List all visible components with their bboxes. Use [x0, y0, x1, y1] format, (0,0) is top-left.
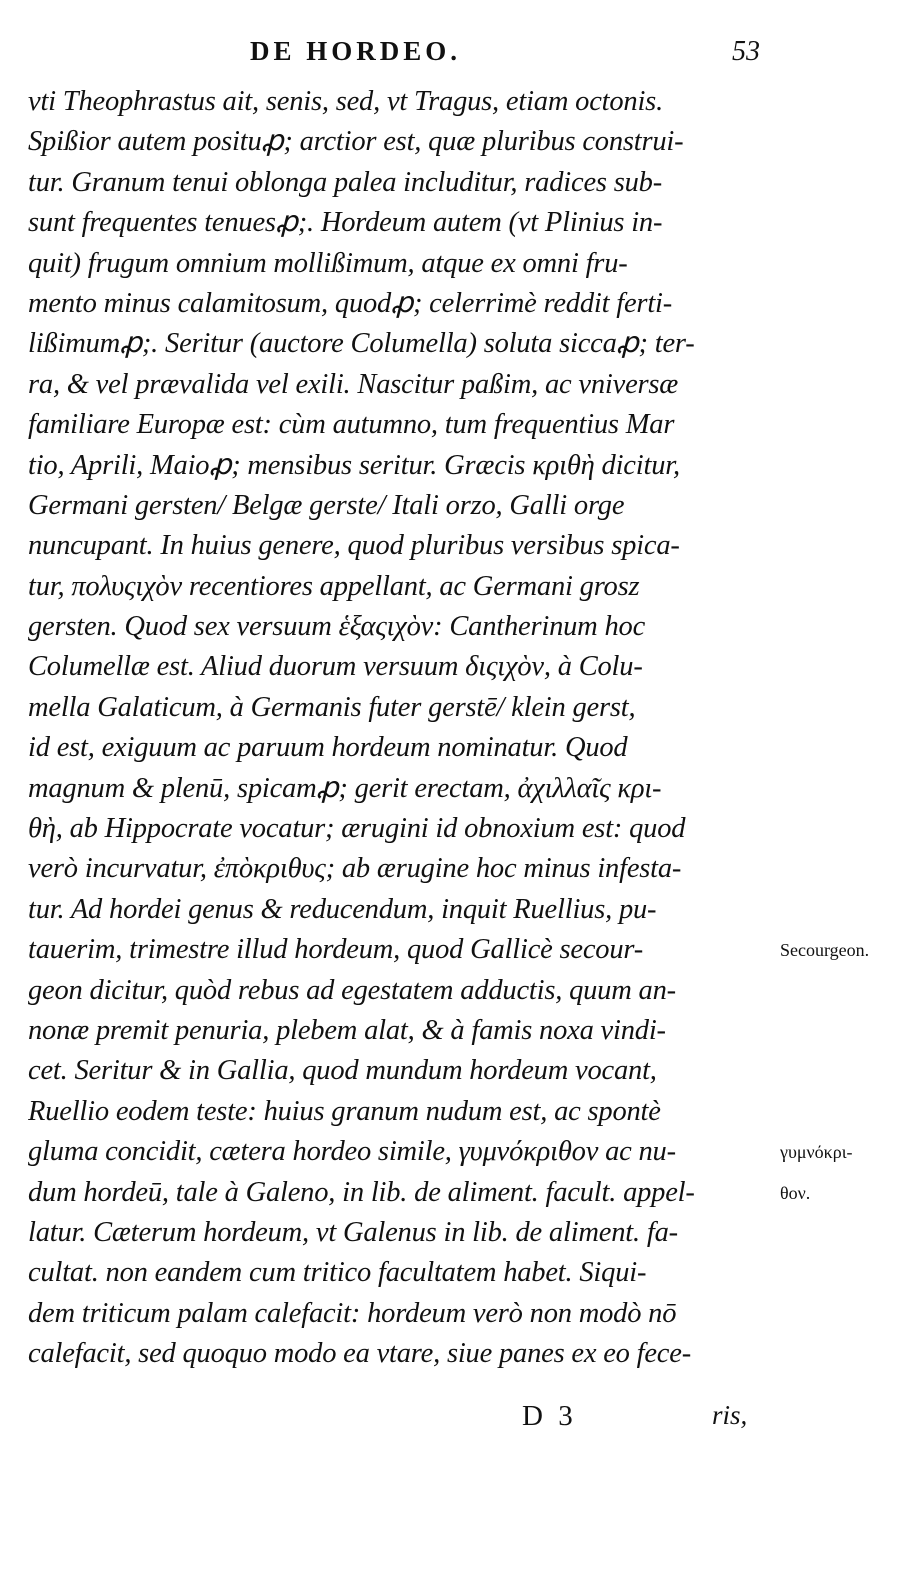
text-line: Germani gersten/ Belgæ gerste/ Itali orzo, Galli orge: [28, 489, 625, 521]
running-head: DE HORDEO.: [250, 36, 462, 66]
text-line: lißimumꝓ;. Seritur (auctore Columella) soluta siccaꝓ; ter-: [28, 328, 695, 360]
margin-note: Secourgeon.: [780, 940, 870, 961]
text-line: quit) frugum omnium mollißimum, atque ex omni fru-: [28, 247, 628, 279]
text-line: cet. Seritur & in Gallia, quod mundum hordeum vocant,: [28, 1055, 657, 1087]
page-number: 53: [732, 36, 760, 67]
text-line: Ruellio eodem teste: huius granum nudum est, ac spontè: [28, 1095, 661, 1127]
body-text: [28, 82, 870, 1375]
text-line: tauerim, trimestre illud hordeum, quod Gallicè secour-: [28, 934, 644, 966]
text-line: dum hordeū, tale à Galeno, in lib. de aliment. facult. appel-: [28, 1176, 695, 1208]
text-line: tur. Granum tenui oblonga palea includitur, radices sub-: [28, 166, 662, 198]
text-line: calefacit, sed quoquo modo ea vtare, siue panes ex eo fece-: [28, 1338, 692, 1370]
text-line: id est, exiguum ac paruum hordeum nominatur. Quod: [28, 732, 628, 764]
signature-mark: D 3: [522, 1400, 577, 1432]
text-line: gersten. Quod sex versuum ἑξαςιχὸν: Cantherinum hoc: [28, 611, 646, 643]
margin-note: θον.: [780, 1182, 811, 1203]
text-line: verò incurvatur, ἐπὸκριθυς; ab ærugine hoc minus infesta-: [28, 853, 682, 885]
page-header: [240, 36, 760, 76]
text-line: Spißior autem posituꝓ; arctior est, quæ pluribus construi-: [28, 126, 684, 158]
text-line: nonæ premit penuria, plebem alat, & à famis noxa vindi-: [28, 1014, 666, 1046]
text-line: familiare Europæ est: cùm autumno, tum frequentius Mar: [28, 409, 675, 441]
text-line: dem triticum palam calefacit: hordeum verò non modò nō: [28, 1297, 677, 1329]
text-line: magnum & plenū, spicamꝓ; gerit erectam, ἀχιλλαῖς κρι-: [28, 772, 662, 804]
text-line: mella Galaticum, à Germanis futer gerstē/ klein gerst,: [28, 691, 636, 723]
text-line: nuncupant. In huius genere, quod pluribus versibus spica-: [28, 530, 680, 562]
text-line: ra, & vel prævalida vel exili. Nascitur paßim, ac vniversæ: [28, 368, 679, 400]
text-line: geon dicitur, quòd rebus ad egestatem adductis, quum an-: [28, 974, 676, 1006]
text-line: tur. Ad hordei genus & reducendum, inquit Ruellius, pu-: [28, 893, 657, 925]
text-line: latur. Cæterum hordeum, vt Galenus in lib. de aliment. fa-: [28, 1216, 678, 1248]
text-line: tio, Aprili, Maioꝓ; mensibus seritur. Græcis κριθὴ dicitur,: [28, 449, 680, 481]
text-line: gluma concidit, cætera hordeo simile, γυμνόκριθον ac nu-: [28, 1136, 676, 1168]
text-line: mento minus calamitosum, quodꝓ; celerrimè reddit ferti-: [28, 287, 673, 319]
text-line: tur, πολυςιχὸν recentiores appellant, ac Germani grosz: [28, 570, 640, 602]
catchword: ris,: [712, 1400, 748, 1430]
text-line: Columellæ est. Aliud duorum versuum διςιχὸν, à Colu-: [28, 651, 643, 683]
text-line: vti Theophrastus ait, senis, sed, vt Tragus, etiam octonis.: [28, 86, 664, 117]
text-line: θὴ, ab Hippocrate vocatur; ærugini id obnoxium est: quod: [28, 813, 686, 845]
text-line: cultat. non eandem cum tritico facultatem habet. Siqui-: [28, 1257, 647, 1289]
page-footer: [0, 1400, 900, 1444]
text-line: sunt frequentes tenuesꝓ;. Hordeum autem (vt Plinius in-: [28, 207, 663, 239]
margin-note: γυμνόκρι-: [780, 1142, 853, 1163]
